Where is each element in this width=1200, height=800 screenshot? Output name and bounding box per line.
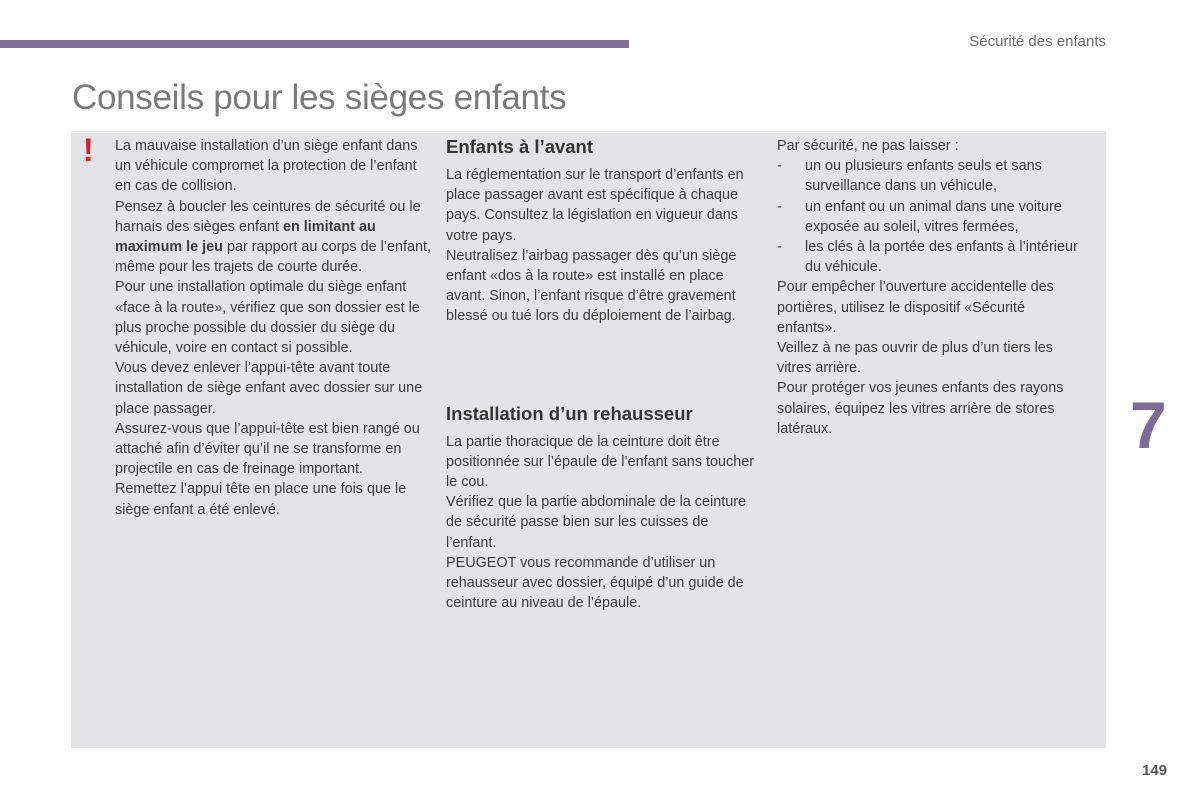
chapter-number: 7 [1130, 388, 1167, 462]
booster-paragraph: Vérifiez que la partie abdominale de la ceinture de sécurité passe bien sur les cuisses de l’enfant. [446, 494, 746, 551]
page-number: 149 [1142, 762, 1168, 779]
middle-column [446, 136, 758, 613]
safety-list [777, 156, 1087, 277]
safety-intro: Par sécurité, ne pas laisser : [777, 138, 959, 154]
front-paragraph: Neutralisez l’airbag passager dès qu’un siège enfant «dos à la route» est installé en place avant. Sinon, l’enfant risque d’être gravement blessé ou tué lors du déploiement de l’airbag. [446, 247, 737, 325]
front-paragraph: La réglementation sur le transport d’enfants en place passager avant est spécifique à chaque pays. Consultez la législation en vigueur dans votre pays. [446, 167, 744, 244]
section-title: Sécurité des enfants [969, 33, 1106, 50]
warning-paragraph: Remettez l’appui tête en place une fois que le siège enfant a été enlevé. [115, 481, 407, 518]
text-run: Pensez à boucler les ceintures de sécurité ou le harnais des sièges enfant [115, 198, 421, 235]
warning-paragraph: Pour une installation optimale du siège enfant «face à la route», vérifiez que son dossier est le plus proche possible du dossier du siège du véhicule, voire en contact si possible. [115, 279, 420, 357]
safety-paragraph: Pour protéger vos jeunes enfants des rayons solaires, équipez les vitres arrière de stores latéraux. [777, 380, 1064, 437]
warning-paragraph: Vous devez enlever l’appui-tête avant toute installation de siège enfant avec dossier sur une place passager. [115, 360, 423, 417]
page-title: Conseils pour les sièges enfants [72, 78, 567, 117]
warning-paragraph: Assurez-vous que l’appui-tête est bien rangé ou attaché afin d’éviter qu’il ne se transforme en projectile en cas de freinage important. [115, 420, 420, 478]
warning-paragraph: La mauvaise installation d’un siège enfant dans un véhicule compromet la protection de l’enfant en cas de collision. [115, 138, 418, 195]
header-accent-bar [0, 40, 629, 48]
warning-paragraph [115, 197, 433, 278]
front-seat-heading: Enfants à l’avant [446, 136, 594, 157]
booster-heading: Installation d’un rehausseur [446, 402, 693, 424]
list-item: - un enfant ou un animal dans une voiture exposée au soleil, vitres fermées, [777, 197, 1087, 237]
warning-column [115, 136, 433, 520]
booster-paragraph: PEUGEOT vous recommande d’utiliser un rehausseur avec dossier, équipé d’un guide de ceinture au niveau de l’épaule. [446, 554, 744, 612]
text-run: par rapport au corps de l’enfant, même pour les trajets de courte durée. [115, 239, 431, 276]
safety-paragraph: Pour empêcher l’ouverture accidentelle des portières, utilisez le dispositif «Sécurité enfants». [777, 279, 1054, 336]
content-panel [71, 131, 1106, 748]
list-item: - les clés à la portée des enfants à l’intérieur du véhicule. [777, 237, 1087, 277]
exclamation-icon: ! [83, 132, 94, 168]
booster-paragraph: La partie thoracique de la ceinture doit être positionnée sur l’épaule de l’enfant sans toucher le cou. [446, 433, 755, 491]
safety-column [777, 136, 1087, 439]
safety-paragraph: Veillez à ne pas ouvrir de plus d’un tiers les vitres arrière. [777, 340, 1053, 377]
list-item: - un ou plusieurs enfants seuls et sans surveillance dans un véhicule, [777, 156, 1087, 196]
emphasis-text: en limitant au maximum le jeu [115, 218, 376, 256]
